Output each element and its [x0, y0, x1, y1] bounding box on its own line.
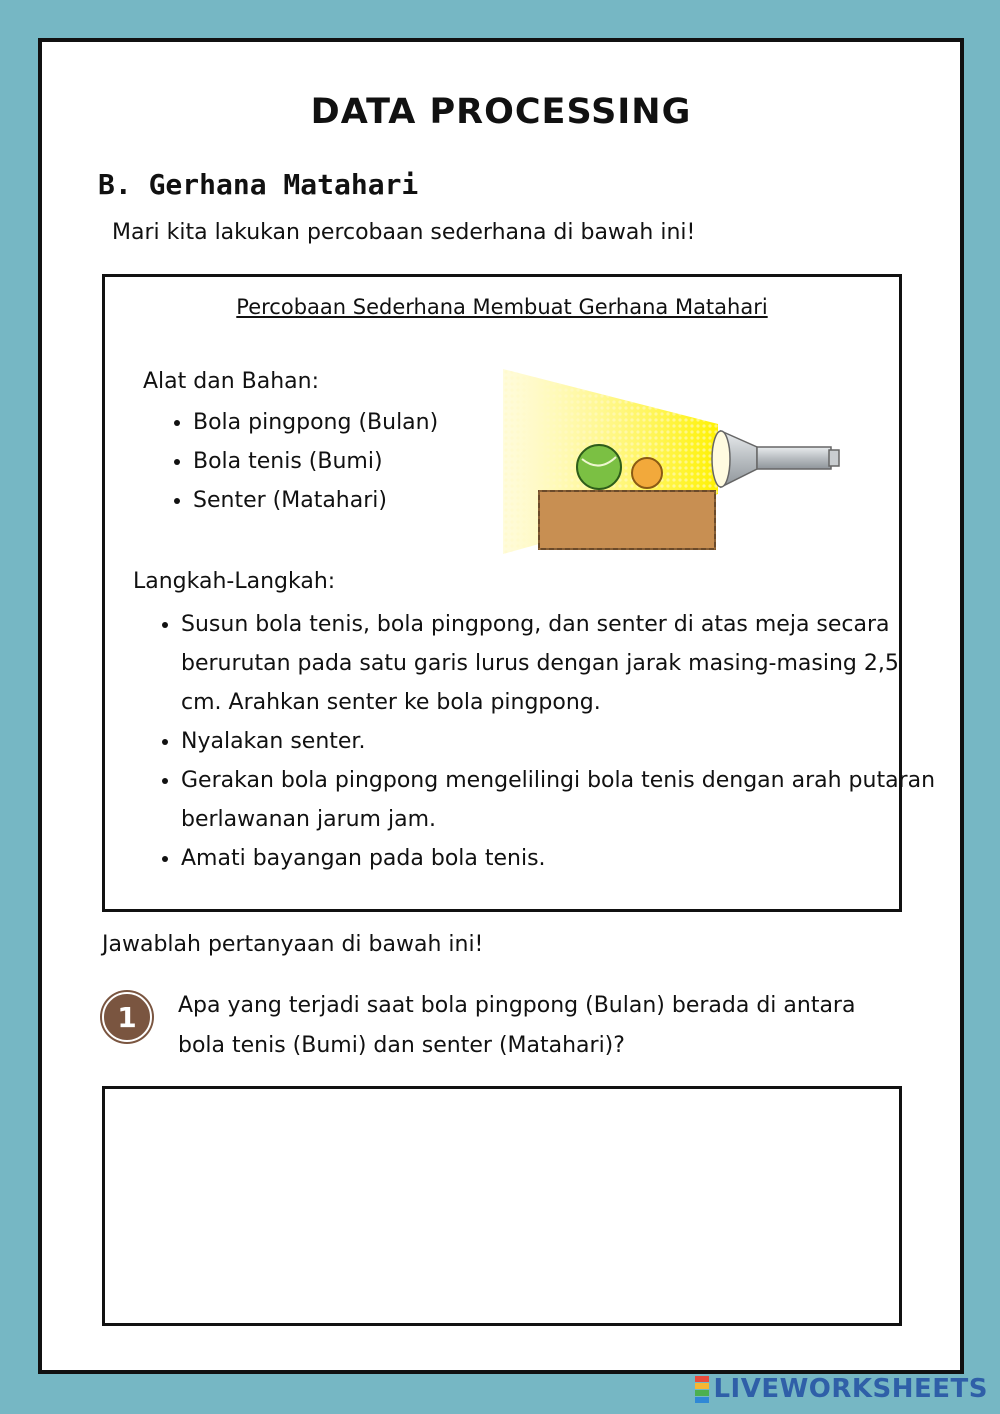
liveworksheets-watermark — [695, 1374, 988, 1404]
list-item: • Nyalakan senter. — [181, 722, 937, 761]
questions-intro: Jawablah pertanyaan di bawah ini! — [102, 932, 484, 957]
liveworksheets-logo-icon — [695, 1376, 709, 1403]
steps-label: Langkah-Langkah: — [133, 569, 336, 594]
experiment-heading: Percobaan Sederhana Membuat Gerhana Matahari — [236, 295, 768, 319]
page-title: DATA PROCESSING — [310, 92, 692, 132]
flashlight-eclipse-illustration — [503, 369, 843, 554]
steps-list — [133, 605, 937, 878]
experiment-box — [102, 274, 936, 912]
intro-text: Mari kita lakukan percobaan sederhana di bawah ini! — [112, 220, 696, 245]
list-item: • Senter (Matahari) — [193, 483, 438, 522]
watermark-text: LIVEWORKSHEETS — [713, 1374, 988, 1404]
list-item: • Gerakan bola pingpong mengelilingi bola tenis dengan arah putaran berlawanan jarum jam. — [181, 761, 937, 839]
list-item: • Bola tenis (Bumi) — [193, 444, 438, 483]
list-item: • Amati bayangan pada bola tenis. — [181, 839, 937, 878]
section-title: B. Gerhana Matahari — [98, 168, 419, 201]
question-text: Apa yang terjadi saat bola pingpong (Bulan) berada di antara bola tenis (Bumi) dan senter (Matahari)? — [178, 993, 856, 1058]
answer-box[interactable] — [102, 1086, 902, 1326]
materials-label: Alat dan Bahan: — [143, 369, 319, 394]
list-item: • Susun bola tenis, bola pingpong, dan senter di atas meja secara berurutan pada satu garis lurus dengan jarak masing-masing 2,5 cm. Arahkan senter ke bola pingpong. — [181, 605, 937, 722]
worksheet-page — [38, 38, 964, 1374]
materials-list — [145, 405, 438, 522]
list-item: • Bola pingpong (Bulan) — [193, 405, 438, 444]
question-number-badge: 1 — [102, 992, 152, 1042]
